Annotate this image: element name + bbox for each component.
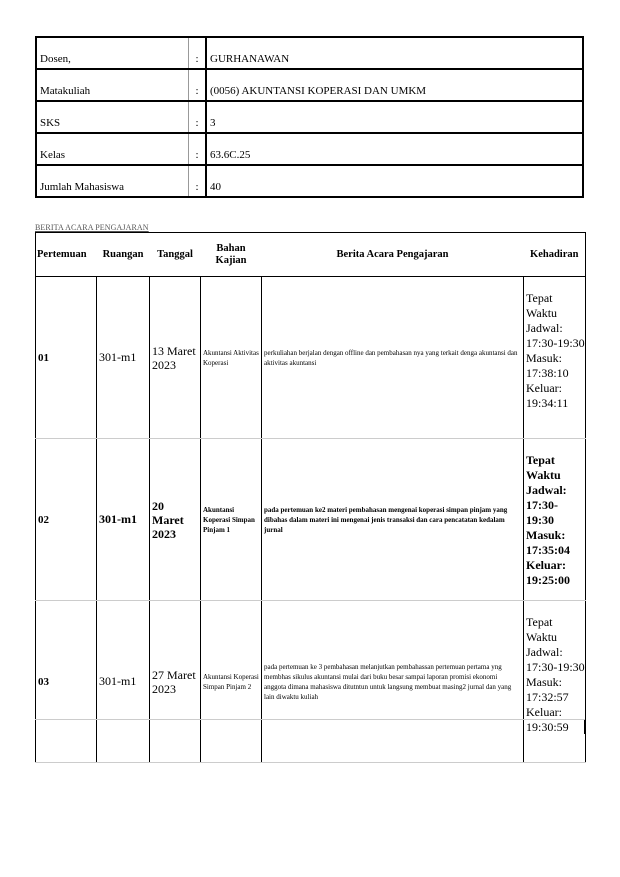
- info-label: Dosen,: [36, 37, 189, 69]
- info-label: Jumlah Mahasiswa: [36, 165, 189, 197]
- info-separator: :: [189, 133, 207, 165]
- header-pertemuan: Pertemuan: [36, 233, 97, 277]
- cell-kehadiran: Tepat Waktu Jadwal: 17:30-19:30 Masuk: 17:35:04 Keluar: 19:25:00: [524, 439, 586, 601]
- section-title: BERITA ACARA PENGAJARAN: [35, 223, 149, 232]
- table-border-right: [584, 720, 585, 734]
- info-value-dosen: GURHANAWAN: [206, 37, 583, 69]
- cell-pertemuan: 02: [36, 439, 97, 601]
- table-row: [36, 439, 586, 601]
- info-separator: :: [189, 165, 207, 197]
- table-border-left: [35, 720, 36, 734]
- info-row-kelas: [36, 133, 583, 165]
- cell-berita-acara: pada pertemuan ke2 materi pembahasan mengenai koperasi simpan pinjam yang dibahas dalam materi ini mengenai jenis transaksi dan cara pencatatan kedalam jurnal: [262, 439, 524, 601]
- info-label: SKS: [36, 101, 189, 133]
- info-separator: :: [189, 69, 207, 101]
- info-separator: :: [189, 101, 207, 133]
- cell-kehadiran: Tepat Waktu Jadwal: 17:30-19:30 Masuk: 17:38:10 Keluar: 19:34:11: [524, 277, 586, 439]
- header-ruangan: Ruangan: [97, 233, 150, 277]
- info-label: Kelas: [36, 133, 189, 165]
- cell-kehadiran: Tepat Waktu Jadwal: 17:30-19:30 Masuk: 17:32:57 Keluar: 19:30:59: [524, 601, 586, 763]
- info-row-dosen: [36, 37, 583, 69]
- cell-pertemuan: 01: [36, 277, 97, 439]
- table-header-row: [36, 233, 586, 277]
- info-row-sks: [36, 101, 583, 133]
- cell-ruangan: 301-m1: [97, 439, 150, 601]
- header-kehadiran: Kehadiran: [524, 233, 586, 277]
- cell-ruangan: 301-m1: [97, 277, 150, 439]
- info-value-matakuliah: (0056) AKUNTANSI KOPERASI DAN UMKM: [206, 69, 583, 101]
- cell-pertemuan: 03: [36, 601, 97, 763]
- header-tanggal: Tanggal: [150, 233, 201, 277]
- cell-berita-acara: perkuliahan berjalan dengan offline dan pembahasan nya yang terkait denga akuntansi dan aktivitas akuntansi: [262, 277, 524, 439]
- info-value-sks: 3: [206, 101, 583, 133]
- cell-tanggal: 13 Maret 2023: [150, 277, 201, 439]
- table-row: [36, 277, 586, 439]
- info-label: Matakuliah: [36, 69, 189, 101]
- table-row: [36, 601, 586, 763]
- cell-tanggal: 27 Maret 2023: [150, 601, 201, 763]
- info-value-jumlah: 40: [206, 165, 583, 197]
- info-value-kelas: 63.6C.25: [206, 133, 583, 165]
- cell-bahan-kajian: Akuntansi Koperasi Simpan Pinjam 2: [201, 601, 262, 763]
- header-berita-acara: Berita Acara Pengajaran: [262, 233, 524, 277]
- cell-bahan-kajian: Akuntansi Koperasi Simpan Pinjam 1: [201, 439, 262, 601]
- cell-bahan-kajian: Akuntansi Aktivitas Koperasi: [201, 277, 262, 439]
- table-continuation: [35, 719, 585, 734]
- cell-ruangan: 301-m1: [97, 601, 150, 763]
- info-separator: :: [189, 37, 207, 69]
- cell-tanggal: 20 Maret 2023: [150, 439, 201, 601]
- header-bahan-kajian: Bahan Kajian: [201, 233, 262, 277]
- teaching-record-table: [35, 232, 586, 763]
- cell-berita-acara: pada pertemuan ke 3 pembahasan melanjutkan pembahassan pertemuan pertama yng membhas sikulus akuntansi mulai dari buku besar sampai laporan promisi ekonomi anggota dimana mahasiswa ditutntun untuk langsung membuat masing2 jurnal dan yang lain diwaktu kuliah: [262, 601, 524, 763]
- course-info-table: [35, 36, 584, 198]
- info-row-matakuliah: [36, 69, 583, 101]
- info-row-jumlah: [36, 165, 583, 197]
